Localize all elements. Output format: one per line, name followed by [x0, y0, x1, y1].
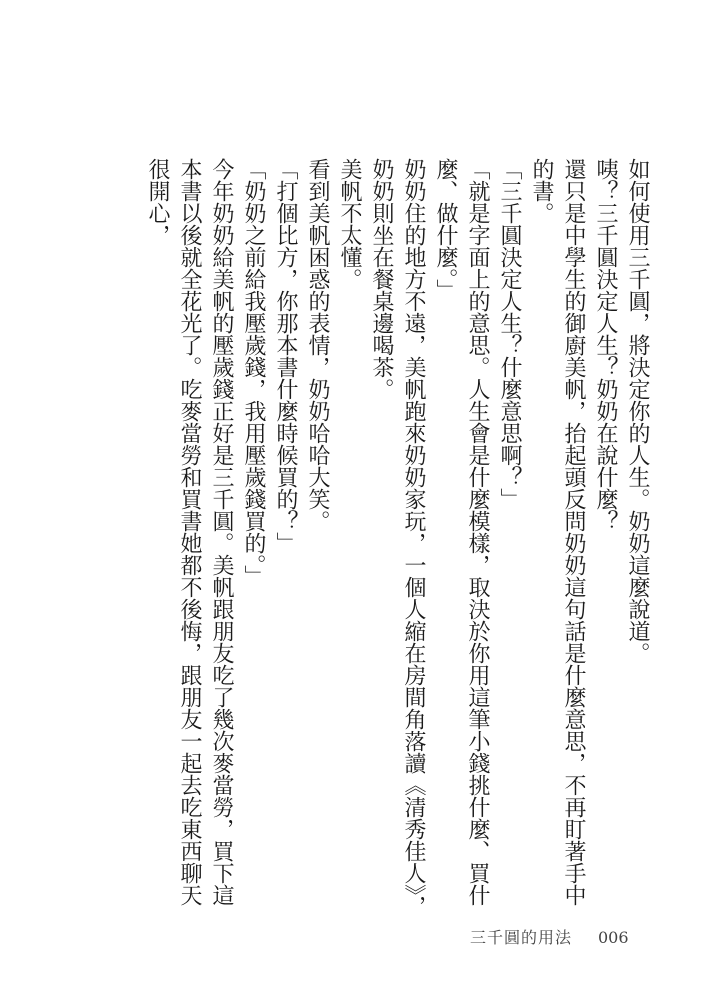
page-footer [0, 927, 711, 951]
paragraph: 奶奶住的地方不遠，美帆跑來奶奶家玩，一個人縮在房間角落讀《清秀佳人》，奶奶則坐在餐桌邊喝茶。 [369, 158, 426, 917]
paragraph: 看到美帆困惑的表情，奶奶哈哈大笑。 [305, 158, 330, 532]
paragraph: 還只是中學生的御廚美帆，抬起頭反問奶奶這句話是什麼意思，不再盯著手中的書。 [529, 158, 586, 906]
paragraph: 如何使用三千圓，將決定你的人生。奶奶這麼說道。 [625, 158, 650, 664]
paragraph: 咦？三千圓決定人生？奶奶在說什麼？ [593, 158, 618, 532]
paragraph: 「打個比方，你那本書什麼時候買的？」 [273, 158, 298, 554]
paragraph: 「就是字面上的意思。人生會是什麼模樣，取決於你用這筆小錢挑什麼、買什麼、做什麼。」 [433, 158, 490, 906]
paragraph: 今年奶奶給美帆的壓歲錢正好是三千圓。美帆跟朋友吃了幾次麥當勞，買下這本書以後就全花光了。吃麥當勞和買書她都不後悔，跟朋友一起去吃東西聊天很開心， [145, 158, 234, 906]
body-text [141, 158, 653, 918]
paragraph: 「三千圓決定人生？什麼意思啊？」 [497, 158, 522, 510]
running-title: 三千圓的用法 [470, 928, 573, 947]
paragraph: 美帆不太懂。 [337, 158, 362, 290]
page-number: 006 [598, 928, 629, 947]
paragraph: 「奶奶之前給我壓歲錢，我用壓歲錢買的。」 [241, 158, 266, 587]
